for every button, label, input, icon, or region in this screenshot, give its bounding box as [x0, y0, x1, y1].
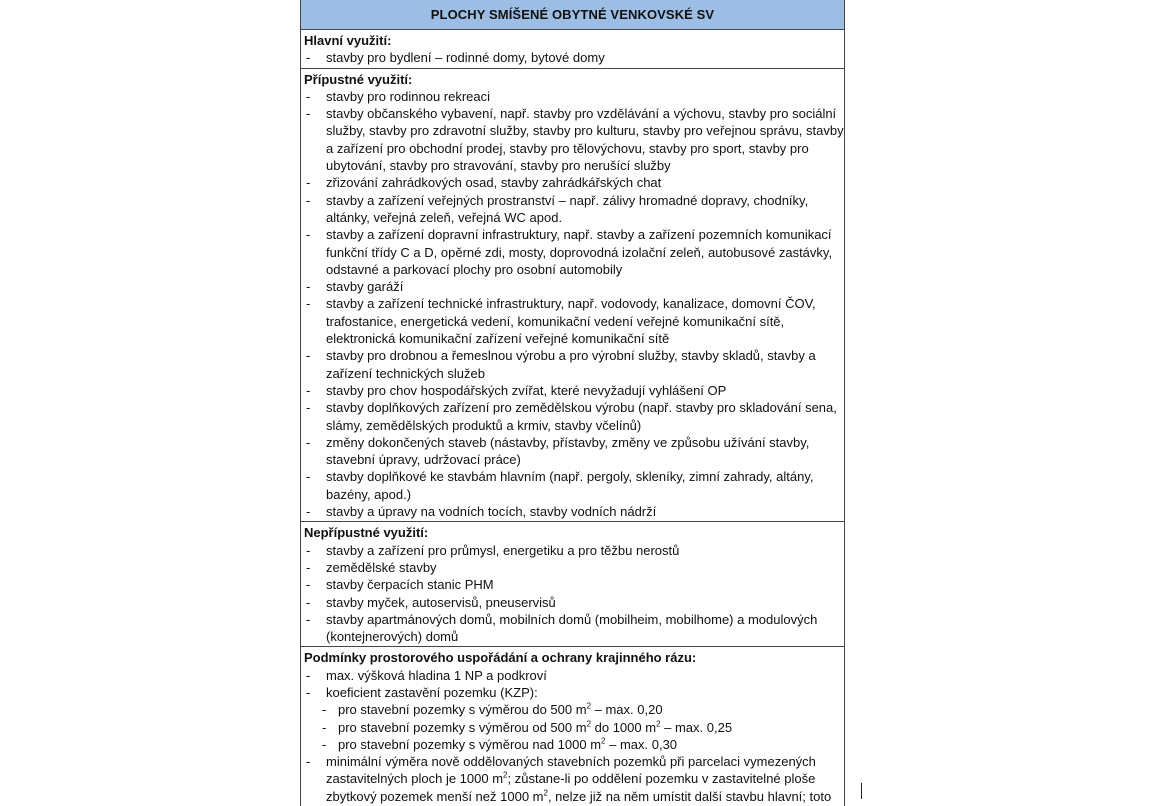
list-item	[304, 753, 844, 805]
superscript: 2	[503, 771, 508, 781]
kzp-text: pro stavební pozemky s výměrou nad 1000 m	[338, 736, 602, 752]
list-item: - max. výšková hladina 1 NP a podkroví	[304, 667, 844, 684]
main-use-list	[304, 49, 844, 66]
list-item: - stavby pro drobnou a řemeslnou výrobu a pro výrobní služby, stavby skladů, stavby a zařízení technických služeb	[304, 347, 844, 382]
conditions-section	[301, 647, 844, 806]
sub-list-item	[304, 736, 844, 753]
superscript: 2	[586, 719, 592, 729]
list-item: - stavby a úpravy na vodních tocích, stavby vodních nádrží	[304, 503, 844, 520]
sub-list-item	[304, 719, 844, 736]
list-item: - stavby a zařízení veřejných prostranství – např. zálivy hromadné dopravy, chodníky, altánky, veřejná zeleň, veřejná WC apod.	[304, 192, 844, 227]
prohibited-use-list	[304, 542, 844, 646]
min-area-text: minimální výměra nově oddělovaných stavebních pozemků při parcelaci vymezených zastavitelných ploch je 1000 m	[326, 754, 816, 787]
kzp-label: koeficient zastavění pozemku (KZP):	[326, 684, 538, 700]
regulation-table	[300, 0, 845, 806]
main-use-section	[301, 30, 844, 69]
main-use-heading: Hlavní využití:	[304, 33, 392, 48]
table-title: PLOCHY SMÍŠENÉ OBYTNÉ VENKOVSKÉ SV	[301, 0, 844, 30]
list-item: - stavby doplňkových zařízení pro zemědělskou výrobu (např. stavby pro skladování sena, slámy, zemědělských produktů a krmiv, stavby včelínů)	[304, 399, 844, 434]
permitted-use-list	[304, 88, 844, 520]
permitted-use-section	[301, 69, 844, 523]
prohibited-use-heading: Nepřípustné využití:	[304, 525, 429, 541]
prohibited-use-section	[301, 522, 844, 647]
permitted-use-heading: Přípustné využití:	[304, 71, 413, 87]
list-item: - stavby apartmánových domů, mobilních domů (mobilheim, mobilhome) a modulových (kontejnerových) domů	[304, 611, 844, 646]
superscript: 2	[586, 701, 592, 711]
superscript: 2	[656, 719, 661, 729]
kzp-text: do 1000 m	[591, 719, 657, 735]
list-item: - stavby a zařízení dopravní infrastruktury, např. stavby a zařízení pozemních komunikací funkční třídy C a D, opěrné zdi, mosty, doprovodná izolační zeleň, autobusové zastávky, odstavné a parkovací plochy pro osobní automobily	[304, 226, 844, 278]
list-item: - stavby a zařízení pro průmysl, energetiku a pro těžbu nerostů	[304, 542, 844, 559]
list-item	[304, 684, 844, 753]
list-item: - stavby doplňkové ke stavbám hlavním (např. pergoly, skleníky, zimní zahrady, altány, bazény, apod.)	[304, 468, 844, 503]
kzp-text: – max. 0,30	[605, 736, 678, 752]
superscript: 2	[543, 788, 548, 798]
list-item: - zemědělské stavby	[304, 559, 844, 576]
list-item: - stavby pro chov hospodářských zvířat, které nevyžadují vyhlášení OP	[304, 382, 844, 399]
kzp-text: – max. 0,25	[660, 719, 733, 735]
conditions-heading: Podmínky prostorového uspořádání a ochrany krajinného rázu:	[304, 650, 697, 666]
list-item: - zřizování zahrádkových osad, stavby zahrádkářských chat	[304, 174, 844, 191]
list-item: - stavby myček, autoservisů, pneuservisů	[304, 594, 844, 611]
min-area-text: ; zůstane-li po oddělení pozemku v zastavitelné ploše zbytkový pozemek menší než 1000 m	[326, 771, 816, 804]
list-item: - změny dokončených staveb (nástavby, přístavby, změny ve způsobu užívání stavby, stavební úpravy, udržovací práce)	[304, 434, 844, 469]
kzp-text: pro stavební pozemky s výměrou do 500 m	[338, 702, 587, 718]
conditions-list	[304, 667, 844, 805]
min-area-text: , nelze již na něm umístit další stavbu hlavní; toto	[547, 788, 832, 804]
list-item: - stavby čerpacích stanic PHM	[304, 576, 844, 593]
kzp-text: pro stavební pozemky s výměrou od 500 m	[338, 719, 587, 735]
list-item: - stavby a zařízení technické infrastruktury, např. vodovody, kanalizace, domovní ČOV, trafostanice, energetická vedení, komunikační vedení veřejné komunikační sítě, elektronická komunikační zařízení veřejné komunikační sítě	[304, 295, 844, 347]
text-cursor	[861, 783, 862, 799]
list-item: - stavby občanského vybavení, např. stavby pro vzdělávání a výchovu, stavby pro sociální služby, stavby pro zdravotní služby, stavby pro kulturu, stavby pro veřejnou správu, stavby a zařízení pro obchodní prodej, stavby pro tělovýchovu, stavby pro sport, stavby pro ubytování, stavby pro stravování, stavby pro nerušící služby	[304, 105, 844, 174]
list-item: - stavby pro rodinnou rekreaci	[304, 88, 844, 105]
list-item: - stavby pro bydlení – rodinné domy, bytové domy	[304, 49, 844, 66]
kzp-sublist	[304, 701, 844, 753]
sub-list-item	[304, 701, 844, 718]
kzp-text: – max. 0,20	[591, 702, 663, 718]
list-item: - stavby garáží	[304, 278, 844, 295]
superscript: 2	[601, 736, 606, 746]
